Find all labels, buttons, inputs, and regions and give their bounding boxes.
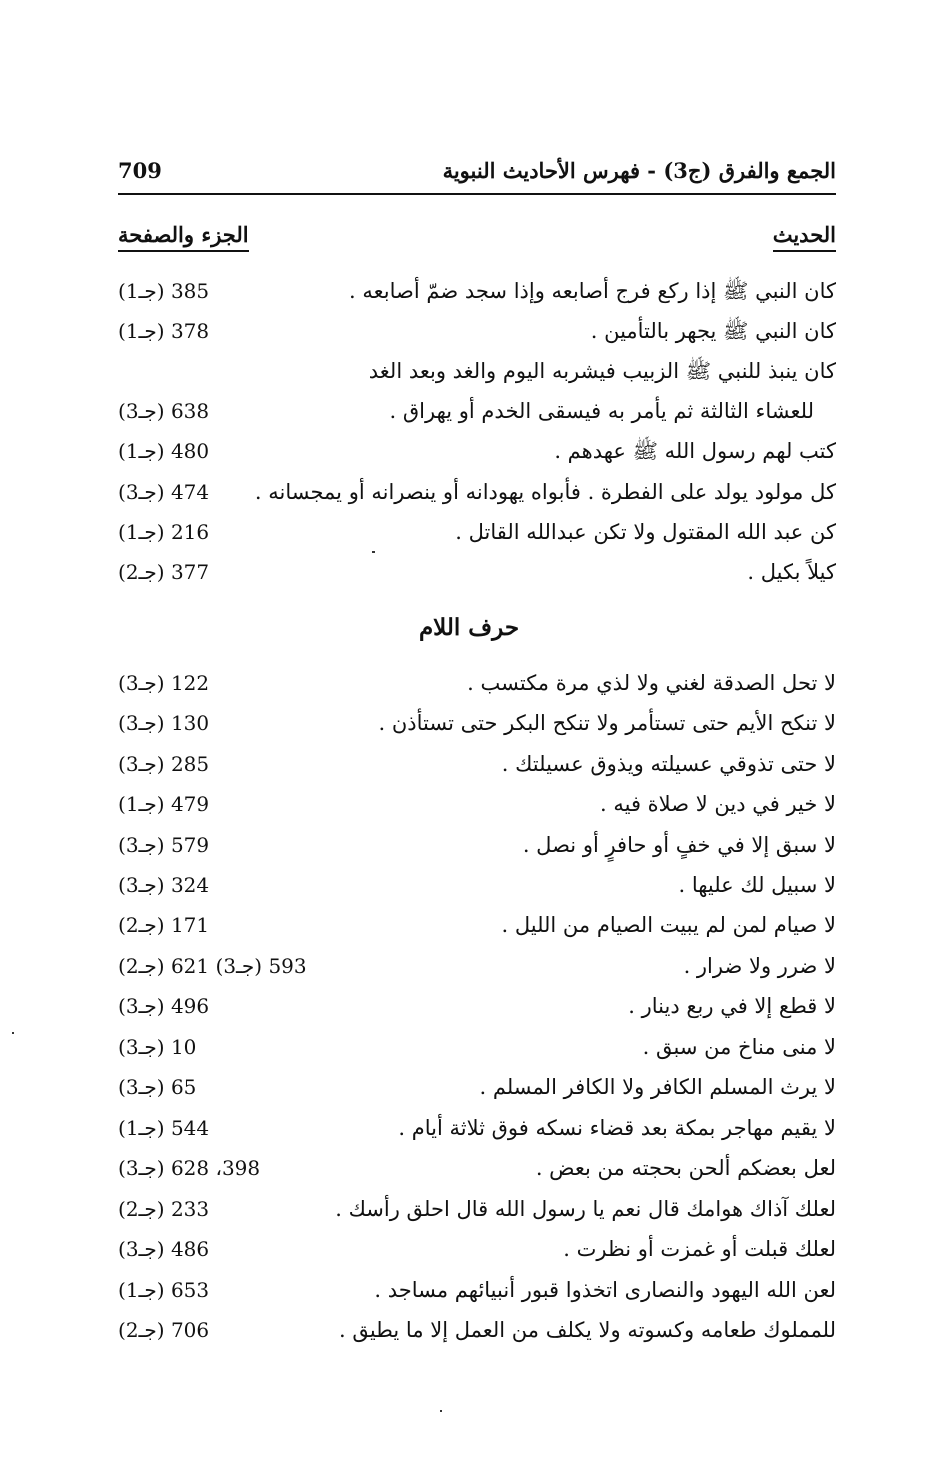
volume-page-ref: (جـ3) 10 <box>118 1035 197 1059</box>
hadith-text: للعشاء الثالثة ثم يأمر به فيسقى الخدم أو يهراق . <box>389 399 814 423</box>
volume-page-ref: (جـ3) 65 <box>118 1075 197 1099</box>
volume-page-ref: (جـ2) 233 <box>118 1197 210 1221</box>
column-heading-hadith: الحديث <box>773 222 836 252</box>
volume-page-ref: (جـ1) 378 <box>118 319 210 343</box>
volume-page-ref: (جـ3) 579 <box>118 833 210 857</box>
page-number: 709 <box>118 158 162 183</box>
hadith-text: لعلك آذاك هوامك قال نعم يا رسول الله قال احلق رأسك . <box>335 1197 836 1221</box>
volume-page-ref: (جـ3) 122 <box>118 671 210 695</box>
index-entry <box>0 1229 938 1269</box>
scan-speck <box>12 1032 14 1034</box>
hadith-text: كان ينبذ للنبي ﷺ الزبيب فيشربه اليوم والغد وبعد الغد <box>368 359 836 383</box>
section-heading: حرف اللام <box>418 614 520 641</box>
hadith-text: لا خير في دين لا صلاة فيه . <box>600 792 836 816</box>
volume-page-ref: (جـ1) 385 <box>118 279 210 303</box>
hadith-text: لا تحل الصدقة لغني ولا لذي مرة مكتسب . <box>467 671 836 695</box>
hadith-text: لا يقيم مهاجر بمكة بعد قضاء نسكه فوق ثلاثة أيام . <box>398 1116 836 1140</box>
index-entry <box>0 784 938 824</box>
index-entry <box>0 1310 938 1350</box>
hadith-text: لعلك قبلت أو غمزت أو نظرت . <box>563 1237 836 1261</box>
volume-page-ref: (جـ3) 486 <box>118 1237 210 1261</box>
hadith-text: لا منى مناخ من سبق . <box>642 1035 836 1059</box>
hadith-text: للمملوك طعامه وكسوته ولا يكلف من العمل إلا ما يطيق . <box>338 1318 836 1342</box>
index-entry <box>0 311 938 351</box>
index-entry <box>0 1027 938 1067</box>
hadith-text: لا سبق إلا في خفٍ أو حافرٍ أو نصل . <box>522 833 836 857</box>
volume-page-ref: (جـ1) 544 <box>118 1116 210 1140</box>
volume-page-ref: (جـ3) 324 <box>118 873 210 897</box>
volume-page-ref: (جـ1) 216 <box>118 520 210 544</box>
hadith-text: لا يرث المسلم الكافر ولا الكافر المسلم . <box>479 1075 836 1099</box>
index-entry <box>0 865 938 905</box>
index-entry <box>0 1189 938 1229</box>
volume-page-ref: (جـ2) 593 (جـ3) 621 <box>118 954 307 978</box>
hadith-text: لا تنكح الأيم حتى تستأمر ولا تنكح البكر حتى تستأذن . <box>378 711 836 735</box>
index-entry <box>0 703 938 743</box>
index-entry <box>0 1270 938 1310</box>
hadith-text: لعل بعضكم ألحن بحجته من بعض . <box>535 1156 836 1180</box>
volume-page-ref: (جـ3) 398، 628 <box>118 1156 261 1180</box>
index-entry <box>0 986 938 1026</box>
hadith-text: كان النبي ﷺ إذا ركع فرج أصابعه وإذا سجد ضمّ أصابعه . <box>349 279 836 303</box>
index-entry <box>0 663 938 703</box>
hadith-text: لا صيام لمن لم يبيت الصيام من الليل . <box>501 913 836 937</box>
scan-speck <box>372 551 375 553</box>
hadith-text: لا قطع إلا في ربع دينار . <box>628 994 836 1018</box>
hadith-text: لعن الله اليهود والنصارى اتخذوا قبور أنبيائهم مساجد . <box>374 1278 836 1302</box>
scan-speck <box>440 1410 442 1412</box>
index-entry <box>0 946 938 986</box>
hadith-text: كتب لهم رسول الله ﷺ عهدهم . <box>554 439 836 463</box>
volume-page-ref: (جـ1) 480 <box>118 439 210 463</box>
index-entry <box>0 1067 938 1107</box>
volume-page-ref: (جـ3) 496 <box>118 994 210 1018</box>
volume-page-ref: (جـ1) 479 <box>118 792 210 816</box>
index-entry <box>0 825 938 865</box>
header-rule <box>118 193 836 195</box>
index-entry-continuation <box>0 391 938 431</box>
hadith-text: لا ضرر ولا ضرار . <box>683 954 836 978</box>
hadith-text: كن عبد الله المقتول ولا تكن عبدالله القاتل . <box>455 520 836 544</box>
hadith-text: كيلاً بكيل . <box>747 560 836 584</box>
volume-page-ref: (جـ1) 653 <box>118 1278 210 1302</box>
index-entry <box>0 351 938 391</box>
volume-page-ref: (جـ2) 377 <box>118 560 210 584</box>
column-heading-volume-page: الجزء والصفحة <box>118 222 249 252</box>
volume-page-ref: (جـ3) 285 <box>118 752 210 776</box>
index-entry <box>0 905 938 945</box>
index-entry <box>0 271 938 311</box>
volume-page-ref: (جـ3) 638 <box>118 399 210 423</box>
hadith-text: كل مولود يولد على الفطرة . فأبواه يهودانه أو ينصرانه أو يمجسانه . <box>254 480 836 504</box>
index-entry <box>0 1148 938 1188</box>
running-header-title: الجمع والفرق (ج3) - فهرس الأحاديث النبوية <box>442 158 836 183</box>
index-entry <box>0 1108 938 1148</box>
index-entry <box>0 431 938 471</box>
hadith-text: كان النبي ﷺ يجهر بالتأمين . <box>590 319 836 343</box>
volume-page-ref: (جـ2) 706 <box>118 1318 210 1342</box>
index-entry <box>0 472 938 512</box>
hadith-text: لا حتى تذوقي عسيلته ويذوق عسيلتك . <box>501 752 836 776</box>
volume-page-ref: (جـ3) 474 <box>118 480 210 504</box>
index-entry <box>0 552 938 592</box>
volume-page-ref: (جـ2) 171 <box>118 913 210 937</box>
index-entry <box>0 744 938 784</box>
volume-page-ref: (جـ3) 130 <box>118 711 210 735</box>
hadith-text: لا سبيل لك عليها . <box>678 873 836 897</box>
index-entry <box>0 512 938 552</box>
